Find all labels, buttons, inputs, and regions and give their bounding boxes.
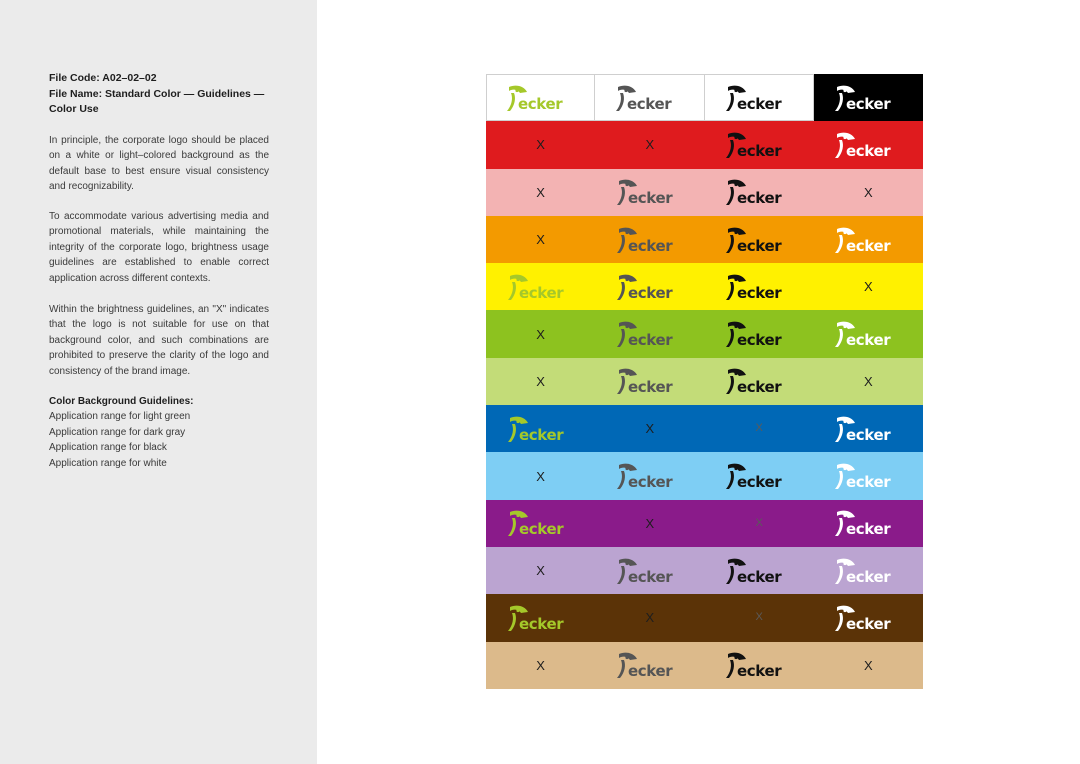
pecker-logo-icon <box>506 272 576 302</box>
pecker-logo-icon <box>724 461 794 491</box>
logo-wordmark: ecker <box>846 94 891 113</box>
color-row <box>486 263 923 310</box>
logo-cell <box>595 642 704 689</box>
pecker-logo-icon <box>724 177 794 207</box>
logo-cell <box>486 500 595 547</box>
logo-cell <box>814 121 923 168</box>
paragraph-background-principle: In principle, the corporate logo should be placed on a white or light–colored background as the default base to best ensure visual consistency and recognizability. <box>49 135 269 193</box>
logo-cell <box>595 310 704 357</box>
pecker-logo-icon <box>833 414 903 444</box>
logo-wordmark: ecker <box>737 189 782 208</box>
logo-wordmark: ecker <box>627 378 673 397</box>
pecker-logo-icon <box>614 83 684 113</box>
logo-cell <box>486 169 595 216</box>
file-meta <box>49 71 269 118</box>
paragraph-x-explanation: Within the brightness guidelines, an "X" indicates that the logo is not suitable for use on that background color, and such combinations are prohibited to preserve the clarity of the logo and consistency of the brand image. <box>49 304 269 377</box>
not-allowed-x-mark: X <box>864 657 873 673</box>
color-row <box>486 594 923 641</box>
pecker-logo-icon <box>615 319 685 349</box>
logo-cell <box>486 358 595 405</box>
not-allowed-x-mark: X <box>536 468 545 484</box>
logo-cell <box>595 74 704 121</box>
logo-cell <box>486 310 595 357</box>
not-allowed-x-mark: X <box>645 610 655 626</box>
logo-cell <box>705 452 814 499</box>
not-allowed-x-mark: X <box>755 611 763 624</box>
guideline-item: Application range for black <box>49 442 167 454</box>
logo-cell <box>814 169 923 216</box>
color-row <box>486 500 923 547</box>
not-allowed-x-mark: X <box>536 373 545 389</box>
color-row <box>486 452 923 499</box>
logo-cell <box>705 121 814 168</box>
logo-cell <box>486 121 595 168</box>
logo-wordmark: ecker <box>627 331 673 350</box>
logo-wordmark: ecker <box>846 520 891 539</box>
logo-wordmark: ecker <box>627 236 673 255</box>
pecker-logo-icon <box>615 556 685 586</box>
color-row <box>486 74 923 121</box>
logo-cell <box>595 500 704 547</box>
not-allowed-x-mark: X <box>645 137 655 153</box>
not-allowed-x-mark: X <box>536 137 545 153</box>
logo-cell <box>486 74 595 121</box>
file-code: File Code: A02–02–02 <box>49 72 157 84</box>
guideline-item: Application range for dark gray <box>49 426 186 438</box>
logo-cell <box>595 405 704 452</box>
color-row <box>486 547 923 594</box>
not-allowed-x-mark: X <box>755 422 763 435</box>
logo-cell <box>814 263 923 310</box>
pecker-logo-icon <box>724 650 794 680</box>
logo-wordmark: ecker <box>737 378 782 397</box>
pecker-logo-icon <box>833 83 903 113</box>
pecker-logo-icon <box>724 225 794 255</box>
pecker-logo-icon <box>506 508 576 538</box>
logo-cell <box>705 642 814 689</box>
pecker-logo-icon <box>833 225 903 255</box>
not-allowed-x-mark: X <box>755 516 763 529</box>
logo-wordmark: ecker <box>846 425 891 444</box>
logo-wordmark: ecker <box>518 94 563 113</box>
logo-wordmark: ecker <box>846 331 891 350</box>
color-background-guidelines <box>49 394 269 471</box>
pecker-logo-icon <box>615 650 685 680</box>
pecker-logo-icon <box>724 83 794 113</box>
logo-wordmark: ecker <box>627 567 673 586</box>
not-allowed-x-mark: X <box>864 373 873 389</box>
color-row <box>486 642 923 689</box>
logo-wordmark: ecker <box>518 520 563 539</box>
logo-wordmark: ecker <box>627 94 672 113</box>
logo-cell <box>595 452 704 499</box>
logo-cell <box>595 358 704 405</box>
logo-wordmark: ecker <box>627 662 673 681</box>
logo-cell <box>486 405 595 452</box>
paragraph-brightness-guidelines: To accommodate various advertising media and promotional materials, while maintaining the integrity of the corporate logo, brightness usage guidelines are established to enable correct application across different contexts. <box>49 211 269 284</box>
logo-cell <box>595 263 704 310</box>
color-row <box>486 310 923 357</box>
logo-cell <box>705 74 814 121</box>
logo-cell <box>705 547 814 594</box>
logo-wordmark: ecker <box>737 662 782 681</box>
pecker-logo-icon <box>615 366 685 396</box>
pecker-logo-icon <box>833 508 903 538</box>
logo-cell <box>705 500 814 547</box>
logo-cell <box>814 642 923 689</box>
logo-cell <box>814 405 923 452</box>
pecker-logo-icon <box>724 319 794 349</box>
pecker-logo-icon <box>506 603 576 633</box>
pecker-logo-icon <box>615 272 685 302</box>
logo-wordmark: ecker <box>627 283 673 302</box>
logo-wordmark: ecker <box>518 283 563 302</box>
logo-wordmark: ecker <box>846 614 891 633</box>
not-allowed-x-mark: X <box>536 563 545 579</box>
pecker-logo-icon <box>833 319 903 349</box>
logo-wordmark: ecker <box>737 567 782 586</box>
not-allowed-x-mark: X <box>536 232 545 248</box>
logo-cell <box>486 642 595 689</box>
logo-cell <box>595 216 704 263</box>
pecker-logo-icon <box>724 130 794 160</box>
logo-cell <box>486 452 595 499</box>
logo-wordmark: ecker <box>846 141 891 160</box>
pecker-logo-icon <box>833 603 903 633</box>
not-allowed-x-mark: X <box>864 184 873 200</box>
logo-wordmark: ecker <box>846 567 891 586</box>
logo-cell <box>705 169 814 216</box>
logo-cell <box>486 547 595 594</box>
logo-cell <box>814 452 923 499</box>
not-allowed-x-mark: X <box>864 279 873 295</box>
logo-cell <box>705 405 814 452</box>
logo-wordmark: ecker <box>846 236 891 255</box>
logo-cell <box>705 594 814 641</box>
logo-cell <box>486 216 595 263</box>
not-allowed-x-mark: X <box>645 515 655 531</box>
not-allowed-x-mark: X <box>536 657 545 673</box>
logo-cell <box>486 263 595 310</box>
logo-wordmark: ecker <box>737 141 782 160</box>
logo-cell <box>595 121 704 168</box>
color-row <box>486 121 923 168</box>
pecker-logo-icon <box>724 272 794 302</box>
pecker-logo-icon <box>506 414 576 444</box>
pecker-logo-icon <box>615 461 685 491</box>
logo-cell <box>705 358 814 405</box>
logo-cell <box>595 594 704 641</box>
logo-wordmark: ecker <box>846 473 891 492</box>
logo-cell <box>705 216 814 263</box>
logo-wordmark: ecker <box>627 189 673 208</box>
pecker-logo-icon <box>505 83 575 113</box>
logo-cell <box>814 594 923 641</box>
color-row <box>486 169 923 216</box>
logo-wordmark: ecker <box>627 473 673 492</box>
logo-cell <box>486 594 595 641</box>
file-name-line1: File Name: Standard Color — Guidelines — <box>49 87 265 100</box>
guideline-item: Application range for light green <box>49 411 191 423</box>
pecker-logo-icon <box>615 225 685 255</box>
pecker-logo-icon <box>724 366 794 396</box>
guidelines-title: Color Background Guidelines: <box>49 396 194 407</box>
color-row <box>486 358 923 405</box>
logo-cell <box>705 310 814 357</box>
logo-wordmark: ecker <box>737 331 782 350</box>
logo-cell <box>814 74 923 121</box>
logo-wordmark: ecker <box>518 425 563 444</box>
logo-wordmark: ecker <box>736 94 781 113</box>
pecker-logo-icon <box>615 177 685 207</box>
logo-cell <box>814 358 923 405</box>
logo-cell <box>595 169 704 216</box>
color-row <box>486 216 923 263</box>
pecker-logo-icon <box>833 556 903 586</box>
logo-wordmark: ecker <box>737 283 782 302</box>
not-allowed-x-mark: X <box>536 184 545 200</box>
logo-cell <box>705 263 814 310</box>
logo-cell <box>595 547 704 594</box>
logo-cell <box>814 310 923 357</box>
color-row <box>486 405 923 452</box>
file-name-line2: Color Use <box>49 103 99 115</box>
logo-cell <box>814 216 923 263</box>
not-allowed-x-mark: X <box>645 421 655 437</box>
pecker-logo-icon <box>724 556 794 586</box>
logo-cell <box>814 547 923 594</box>
logo-wordmark: ecker <box>737 236 782 255</box>
logo-color-usage-grid <box>486 74 923 689</box>
pecker-logo-icon <box>833 130 903 160</box>
guideline-item: Application range for white <box>49 457 167 469</box>
pecker-logo-icon <box>833 461 903 491</box>
logo-wordmark: ecker <box>518 614 563 633</box>
logo-wordmark: ecker <box>737 473 782 492</box>
not-allowed-x-mark: X <box>536 326 545 342</box>
logo-cell <box>814 500 923 547</box>
